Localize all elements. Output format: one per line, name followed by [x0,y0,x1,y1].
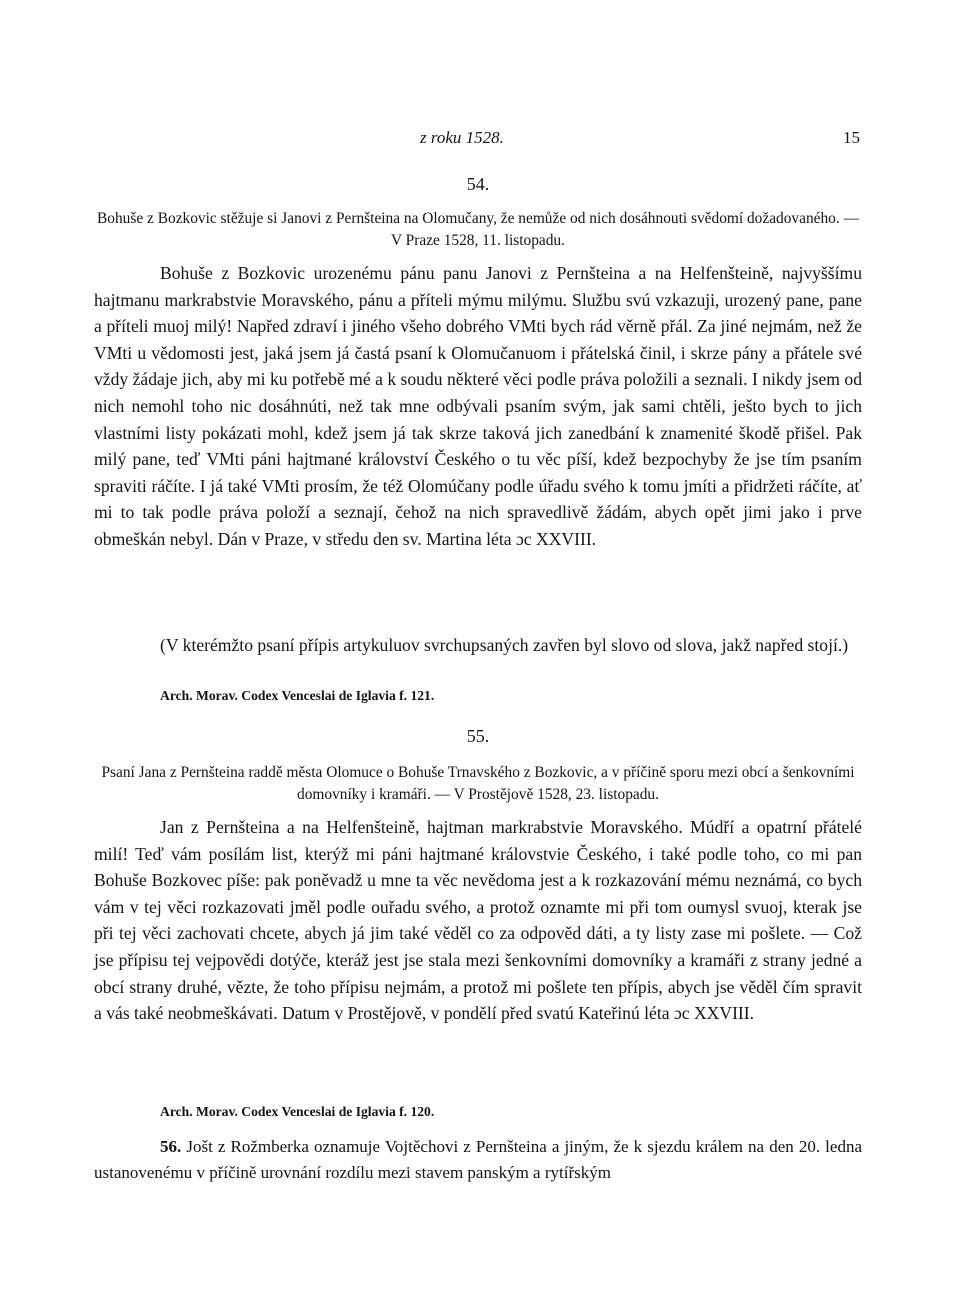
document-paragraph-54-2: (V kterémžto psaní přípis artykuluov svrchupsaných zavřen byl slovo od slova, jakž napřed stojí.) [160,635,849,655]
document-regest-56-text: Jošt z Rožmberka oznamuje Vojtěchovi z Pernšteina a jiným, že k sjezdu králem na den 20. ledna ustanovenému v příčině urovnání rozdílu mezi stavem panským a rytířským [94,1137,862,1182]
document-regest-54: Bohuše z Bozkovic stěžuje si Janovi z Pernšteina na Olomučany, že nemůže od nich dosáhnouti svědomí dožadovaného. — V Praze 1528, 11. listopadu. [97,210,859,249]
document-source-54: Arch. Morav. Codex Venceslai de Iglavia f. 121. [160,688,435,703]
document-paragraph-54-1: Bohuše z Bozkovic urozenému pánu panu Janovi z Pernšteina a na Helfenšteině, najvyššímu hajtmanu markrabstvie Moravského, pánu a příteli mýmu milýmu. Službu svú vzkazuji, urozený pane, pane a příteli muoj milý! Napřed zdraví i jiného všeho dobrého VMti bych rád věrně přál. Za jiné nejmám, než že VMti u vědomosti jest, jaká jsem já častá psaní k Olomučanuom i přátelská činil, i skrze pány a přátele své vždy žádaje jich, aby mi ku potřebě mé a k soudu některé věci podle práva položili a seznali. I nikdy jsem od nich nemohl toho nic dosáhnúti, než tak mne odbývali psaním svým, jak sami chtěli, ješto bych to jich vlastními listy pokázati mohl, kdež jsem já tak skrze taková jich zanedbání k znamenité škodě přišel. Pak milý pane, teď VMti páni hajtmané království Českého o tu věc píší, kdež bezpochyby že jse tím psaním spraviti ráčíte. I já také VMti prosím, že též Olomúčany podle úřadu svého k tomu jmíti a přidržeti ráčíte, ať mi to tak podle práva položí a seznají, čehož na nich spravedlivě žádám, abych opět jimi jako i prve obmeškán nebyl. Dán v Praze, v středu den sv. Martina léta ɔc XXVIII. [94,263,862,549]
document-regest-55: Psaní Jana z Pernšteina raddě města Olomuce o Bohuše Trnavského z Bozkovic, a v příčině sporu mezi obcí a šenkovními domovníky i kramáři. — V Prostějově 1528, 23. listopadu. [101,764,855,803]
document-regest-56 [94,1134,862,1186]
document-source-55: Arch. Morav. Codex Venceslai de Iglavia f. 120. [160,1104,435,1119]
running-head [94,128,862,156]
running-title: z roku 1528. [420,128,504,147]
document-number-54: 54. [466,174,490,194]
page-number: 15 [843,128,860,147]
document-number-56: 56. [160,1137,182,1156]
document-paragraph-55-1: Jan z Pernšteina a na Helfenšteině, hajtman markrabstvie Moravského. Múdří a opatrní přátelé milí! Teď vám posílám list, kterýž mi páni hajtmané královstvie Českého, i také podle toho, co mi pan Bohuše Bozkovec píše: pak poněvadž u mne ta věc nevědoma jest a k rozkazování mému neznámá, co bych vám v tej věci rozkazovati jměl podle ouřadu svého, a protož oznamte mi při tom oumysl svuoj, kterak jse při tej věci zachovati chcete, abych já jim také věděl co za odpověd dáti, a ty listy zase mi pošlete. — Což jse přípisu tej vejpovědi dotýče, kteráž jest jse stala mezi šenkovními domovníky a kramáři z strany jedné a obcí strany druhé, vězte, že toho přípisu nejmám, a protož mi pošlete ten přípis, abych jse věděl čím spravit a vás také neobmeškávati. Datum v Prostějově, v pondělí před svatú Kateřinú léta ɔc XXVIII. [94,817,862,1024]
document-number-55: 55. [466,726,490,746]
